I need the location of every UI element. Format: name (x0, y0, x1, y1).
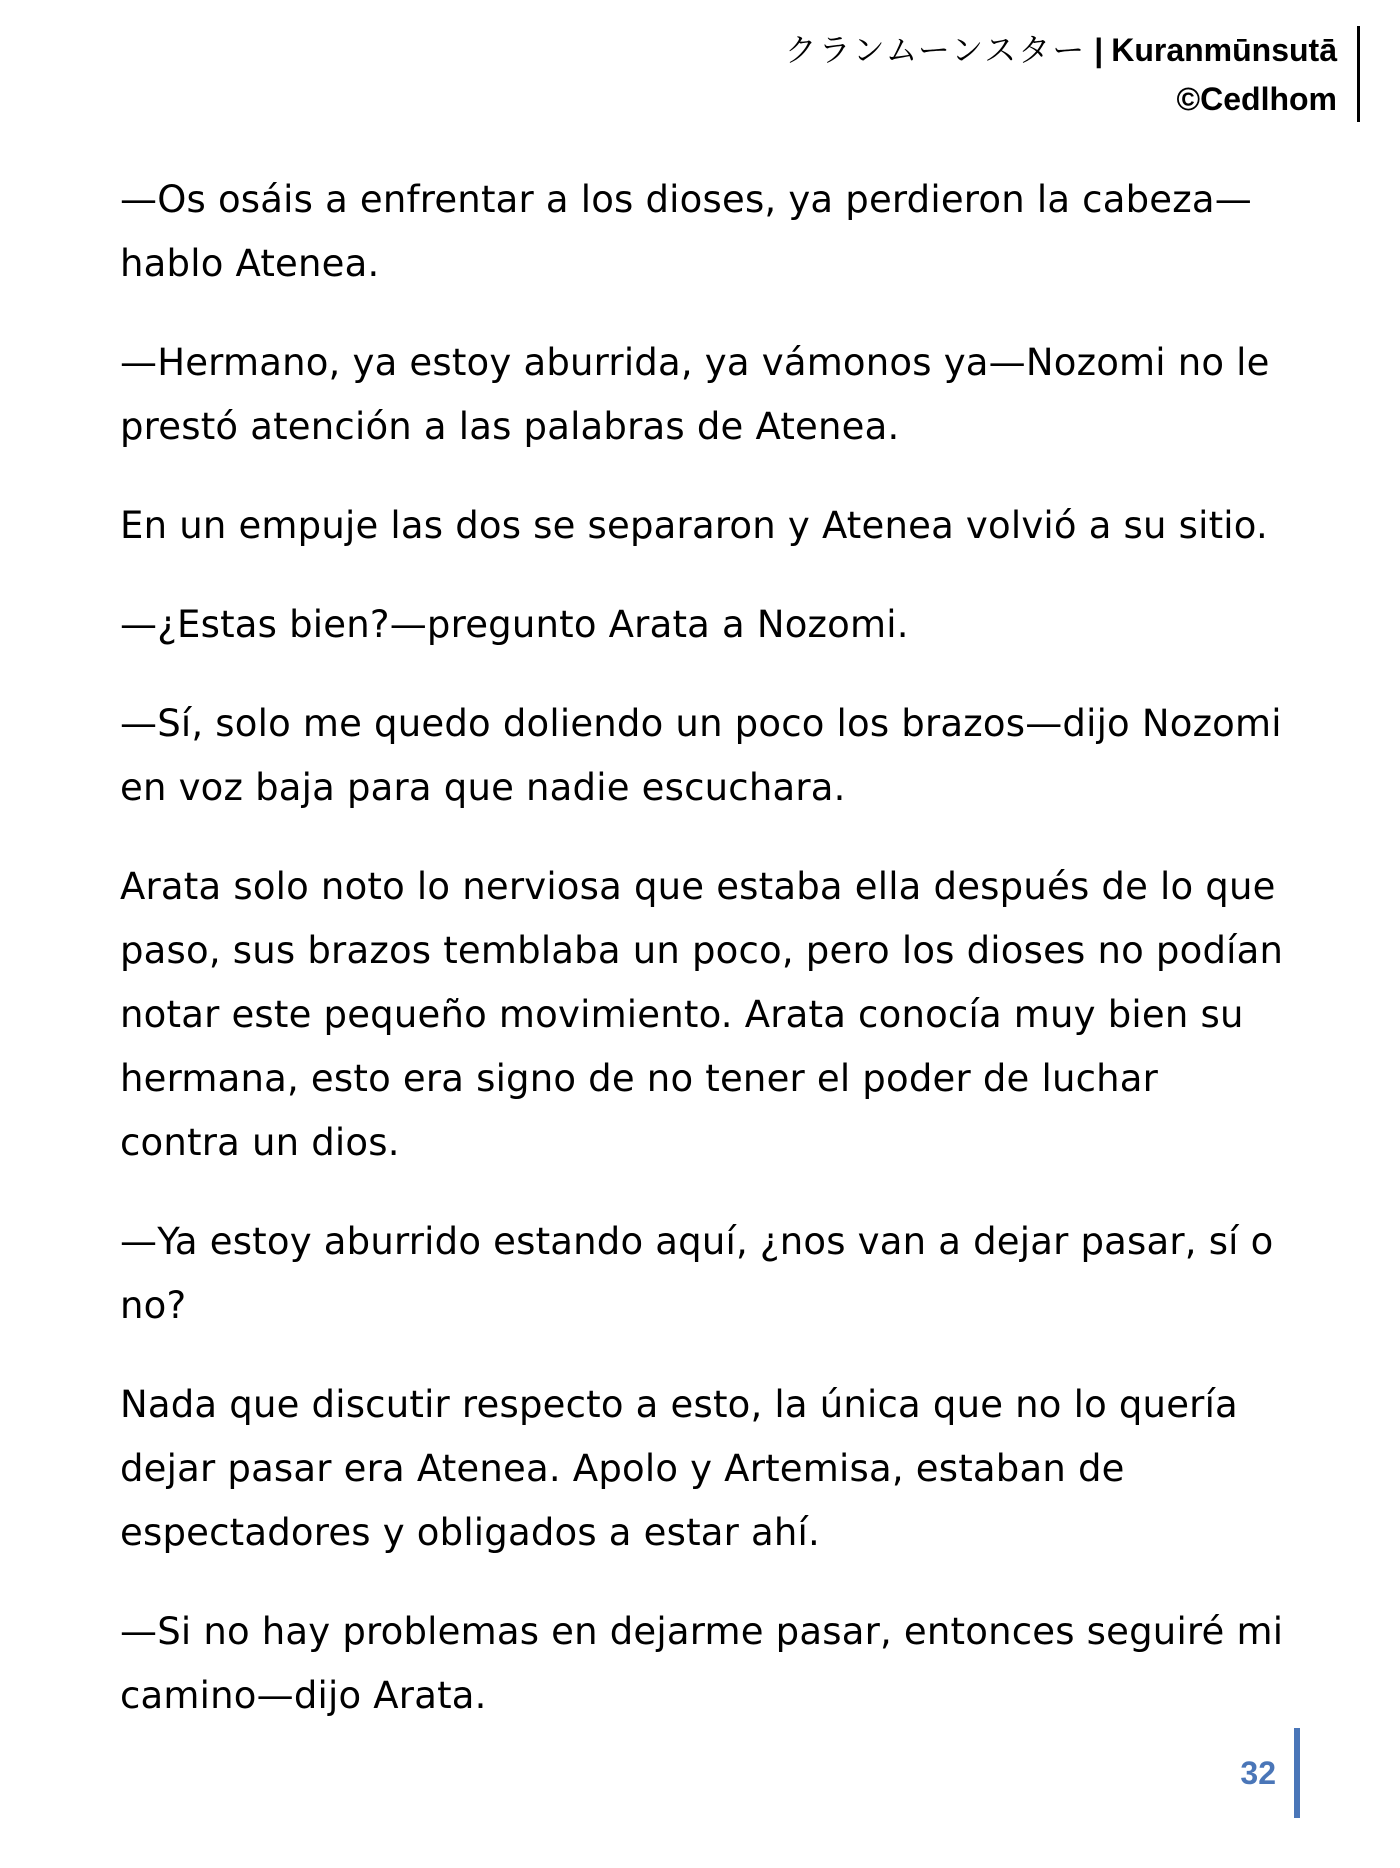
paragraph: En un empuje las dos se separaron y Atenea volvió a su sitio. (120, 504, 1268, 547)
header-separator: | (1094, 32, 1104, 68)
japanese-title: クランムーンスター (784, 31, 1087, 69)
page-header (785, 26, 1360, 122)
header-title-line (785, 26, 1337, 75)
paragraph: —Os osáis a enfrentar a los dioses, ya perdieron la cabeza—hablo Atenea. (120, 178, 1252, 285)
paragraph: —Sí, solo me quedo doliendo un poco los brazos—dijo Nozomi en voz baja para que nadie escuchara. (120, 702, 1282, 809)
paragraph: Arata solo noto lo nerviosa que estaba ella después de lo que paso, sus brazos temblaba un poco, pero los dioses no podían notar este pequeño movimiento. Arata conocía muy bien su hermana, esto era signo de no tener el poder de luchar contra un dios. (120, 865, 1284, 1164)
paragraph: Nada que discutir respecto a esto, la única que no lo quería dejar pasar era Atenea. Apolo y Artemisa, estaban de espectadores y obligados a estar ahí. (120, 1383, 1238, 1554)
paragraph: —¿Estas bien?—pregunto Arata a Nozomi. (120, 603, 909, 646)
romaji-title: Kuranmūnsutā (1111, 32, 1337, 68)
page-number: 32 (1240, 1728, 1300, 1818)
paragraph: —Hermano, ya estoy aburrida, ya vámonos ya—Nozomi no le prestó atención a las palabras de Atenea. (120, 341, 1270, 448)
paragraph: —Si no hay problemas en dejarme pasar, entonces seguiré mi camino—dijo Arata. (120, 1610, 1284, 1717)
page-body (120, 168, 1290, 1763)
copyright-notice: ©Cedlhom (1176, 81, 1337, 117)
paragraph: —Ya estoy aburrido estando aquí, ¿nos van a dejar pasar, sí o no? (120, 1220, 1274, 1327)
